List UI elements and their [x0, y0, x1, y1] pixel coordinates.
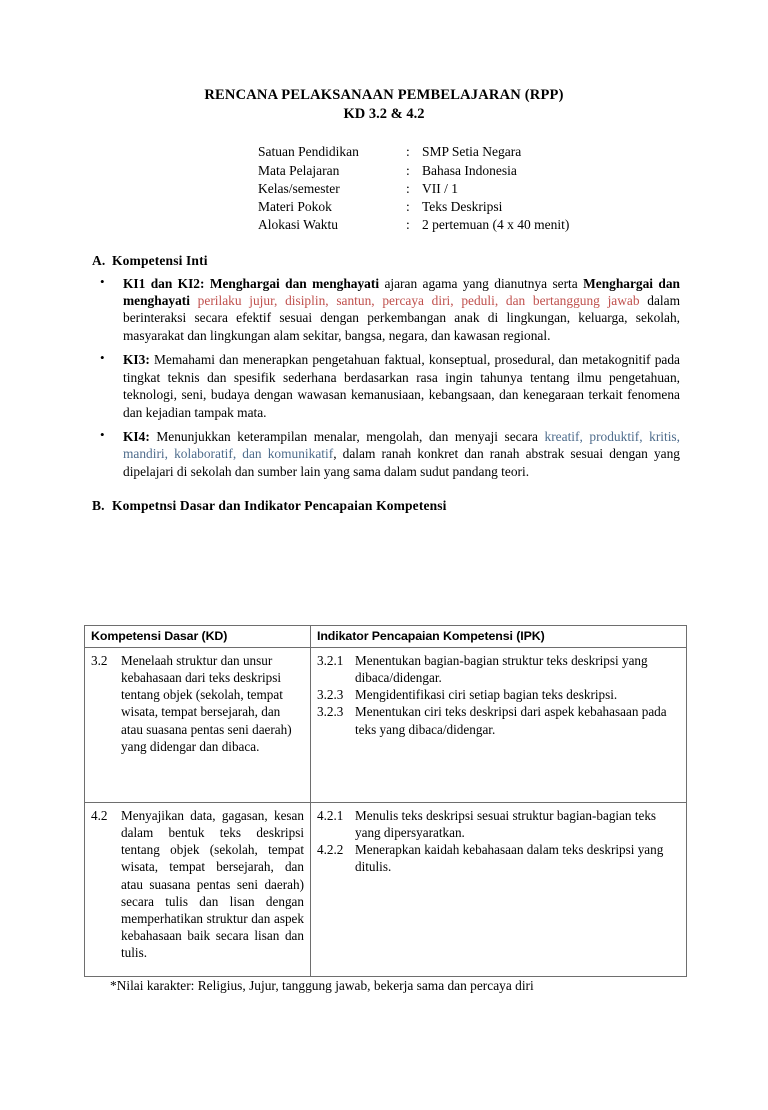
ki12-bold-2: Menghargai dan menghayati [123, 275, 681, 308]
table-row [85, 803, 687, 977]
metadata-label: Satuan Pendidikan [258, 144, 359, 160]
ki12-plain-2: dalam berinteraksi secara efektif sesuai dengan perkembangan anak di lingkungan, keluarga, sekolah, masyarakat dan lingkungan alam sekitar, bangsa, negara, dan kawasan regional. [123, 293, 680, 343]
ipk-number: 4.2.2 [317, 842, 344, 858]
ki12-plain-1: ajaran agama yang dianutnya serta [379, 275, 584, 291]
column-header-kd: Kompetensi Dasar (KD) [85, 626, 311, 648]
ipk-number: 4.2.1 [317, 808, 344, 823]
metadata-label: Alokasi Waktu [258, 217, 339, 233]
column-header-ipk: Indikator Pencapaian Kompetensi (IPK) [311, 626, 687, 648]
metadata-label: Mata Pelajaran [258, 162, 340, 178]
metadata-colon: : [406, 199, 410, 215]
metadata-label: Materi Pokok [258, 199, 332, 215]
ipk-item [317, 686, 680, 703]
ki12-bold-lead: KI1 dan KI2: Menghargai dan menghayati [123, 275, 380, 291]
section-a-title: Kompetensi Inti [112, 252, 208, 268]
metadata-value: 2 pertemuan (4 x 40 menit) [422, 217, 570, 233]
section-b-letter: B. [92, 498, 105, 514]
section-b-heading [92, 498, 768, 514]
metadata-label: Kelas/semester [258, 180, 340, 196]
ki4-blue-text: kreatif, produktif, kritis, mandiri, kolaboratif, dan komunikatif [123, 428, 680, 462]
metadata-row [258, 162, 569, 180]
character-values-footnote: *Nilai karakter: Religius, Jujur, tanggung jawab, bekerja sama dan percaya diri [110, 978, 534, 993]
document-metadata [258, 143, 569, 234]
ipk-item [317, 841, 680, 875]
title-block [0, 86, 768, 123]
metadata-value: Teks Deskripsi [422, 199, 503, 215]
ki4-plain-2: , dalam ranah konkret dan ranah abstrak sesuai dengan yang dipelajari di sekolah dan sumber lain yang sama dalam sudut pandang teori. [123, 446, 680, 479]
ipk-text: Menulis teks deskripsi sesuai struktur bagian-bagian teks yang dipersyaratkan. [355, 808, 657, 841]
table-header-row [85, 626, 687, 648]
ipk-text: Menentukan bagian-bagian struktur teks deskripsi yang dibaca/didengar. [355, 653, 648, 686]
section-a-letter: A. [92, 252, 106, 268]
ipk-number: 3.2.3 [317, 704, 344, 720]
section-b-title: Kompetnsi Dasar dan Indikator Pencapaian Kompetensi [112, 498, 447, 514]
page-subtitle: KD 3.2 & 4.2 [343, 106, 425, 123]
ipk-text: Menentukan ciri teks deskripsi dari aspek kebahasaan pada teks yang dibaca/didengar. [355, 704, 667, 737]
ipk-cell-32 [311, 648, 687, 803]
list-item-ki3 [123, 351, 680, 421]
ki4-plain-1: Menunjukkan keterampilan menalar, mengolah, dan menyaji secara [149, 428, 545, 444]
metadata-row [258, 143, 569, 161]
kd-number: 4.2 [91, 808, 108, 823]
metadata-colon: : [406, 162, 410, 178]
table-row [85, 648, 687, 803]
kd-number: 3.2 [91, 653, 108, 668]
metadata-row [258, 216, 569, 234]
kd-item [91, 807, 304, 961]
kd-text: Menelaah struktur dan unsur kebahasaan dari teks deskripsi tentang objek (sekolah, tempat wisata, tempat bersejarah, dan atau suasana pentas seni daerah) yang didengar dan dibaca. [121, 653, 292, 754]
list-item-ki4 [123, 428, 680, 480]
ipk-number: 3.2.3 [317, 687, 344, 703]
kd-cell-32 [85, 648, 311, 803]
ipk-item [317, 807, 680, 841]
ipk-cell-42 [311, 803, 687, 977]
kd-item [91, 652, 304, 755]
ki4-bold-lead: KI4: [123, 428, 150, 444]
list-item-ki12 [123, 275, 680, 345]
metadata-value: SMP Setia Negara [422, 144, 522, 160]
kd-cell-42 [85, 803, 311, 977]
ipk-number: 3.2.1 [317, 653, 344, 668]
ipk-text: Mengidentifikasi ciri setiap bagian teks deskripsi. [355, 687, 618, 703]
metadata-colon: : [406, 217, 410, 233]
ki3-bold-lead: KI3: [123, 352, 150, 368]
metadata-value: Bahasa Indonesia [422, 162, 517, 178]
kompetensi-inti-list [0, 275, 768, 481]
page-title: RENCANA PELAKSANAAN PEMBELAJARAN (RPP) [204, 87, 564, 103]
metadata-row [258, 198, 569, 216]
ki3-text: Memahami dan menerapkan pengetahuan faktual, konseptual, prosedural, dan metakognitif pada tingkat teknis dan spesifik sederhana berdasarkan rasa ingin tahunya tentang ilmu pengetahuan, teknologi, seni, budaya dengan wawasan kemanusiaan, kebangsaan, dan kenegaraan terkait fenomena dan kejadian tampak mata. [123, 352, 680, 420]
kd-ipk-table [84, 625, 687, 977]
metadata-colon: : [406, 144, 410, 160]
kd-text: Menyajikan data, gagasan, kesan dalam bentuk teks deskripsi tentang objek (sekolah, tempat wisata, tempat bersejarah, dan atau suasana pentas seni daerah) secara tulis dan lisan dengan memperhatikan struktur dan aspek kebahasaan baik secara lisan dan tulis. [121, 808, 304, 961]
section-a-heading [92, 253, 768, 269]
metadata-row [258, 180, 569, 198]
metadata-value: VII / 1 [422, 180, 458, 196]
ki12-red-text: perilaku jujur, disiplin, santun, percaya diri, peduli, dan bertanggung jawab [189, 293, 640, 308]
ipk-item [317, 703, 680, 737]
ipk-text: Menerapkan kaidah kebahasaan dalam teks deskripsi yang ditulis. [355, 842, 664, 875]
metadata-colon: : [406, 180, 410, 196]
document-page [0, 86, 768, 1110]
ipk-item [317, 652, 680, 686]
